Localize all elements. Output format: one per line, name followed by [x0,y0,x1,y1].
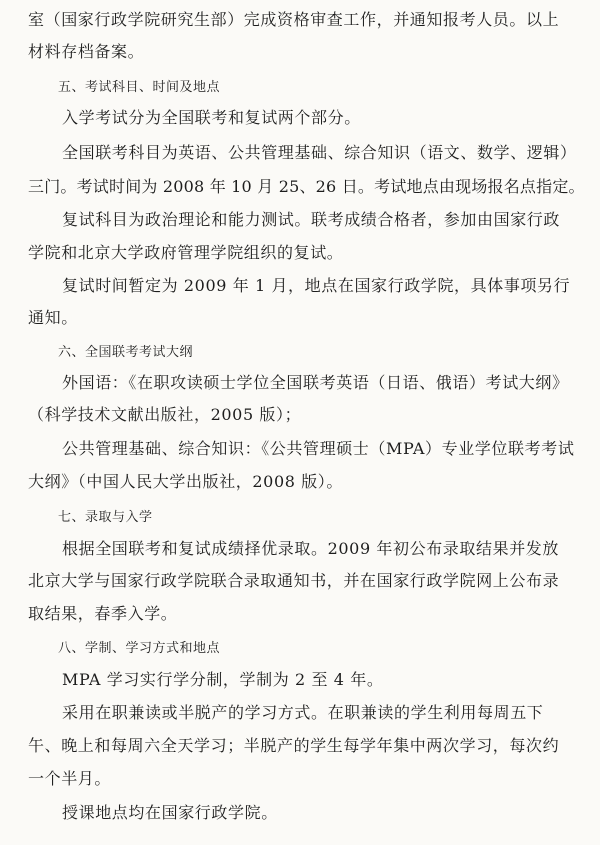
section-5-paragraph-3-line-2: 学院和北京大学政府管理学院组织的复试。 [28,243,344,262]
section-7-paragraph-1-line-3: 取结果，春季入学。 [28,604,178,623]
intro-line-2: 材料存档备案。 [28,42,145,61]
section-5-paragraph-2-line-1: 全国联考科目为英语、公共管理基础、综合知识（语文、数学、逻辑） [62,143,577,162]
section-7-heading: 七、录取与入学 [58,510,153,525]
section-7-paragraph-1-line-2: 北京大学与国家行政学院联合录取通知书，并在国家行政学院网上公布录 [28,571,560,590]
section-6-paragraph-2-line-1: 公共管理基础、综合知识：《公共管理硕士（MPA）专业学位联考考试 [62,439,575,458]
section-8-heading: 八、学制、学习方式和地点 [58,641,221,656]
section-8-paragraph-2-line-2: 午、晚上和每周六全天学习；半脱产的学生每学年集中两次学习，每次约 [28,736,560,755]
section-6-paragraph-1-line-1: 外国语：《在职攻读硕士学位全国联考英语（日语、俄语）考试大纲》 [62,373,569,392]
intro-line-1: 室（国家行政学院研究生部）完成资格审查工作，并通知报考人员。以上 [28,10,560,29]
section-8-paragraph-3: 授课地点均在国家行政学院。 [62,803,278,822]
section-6-paragraph-2-line-2: 大纲》（中国人民大学出版社，2008 版）。 [28,472,344,491]
section-6-paragraph-1-line-2: （科学技术文献出版社，2005 版）； [28,405,302,424]
section-8-paragraph-1: MPA 学习实行学分制，学制为 2 至 4 年。 [62,670,384,689]
section-5-paragraph-1: 入学考试分为全国联考和复试两个部分。 [62,108,361,127]
section-8-paragraph-2-line-3: 一个半月。 [28,769,112,788]
section-5-paragraph-4-line-1: 复试时间暂定为 2009 年 1 月，地点在国家行政学院，具体事项另行 [62,276,571,295]
section-5-paragraph-3-line-1: 复试科目为政治理论和能力测试。联考成绩合格者，参加由国家行政 [62,210,561,229]
section-5-paragraph-4-line-2: 通知。 [28,308,78,327]
section-5-heading: 五、考试科目、时间及地点 [58,80,221,95]
section-8-paragraph-2-line-1: 采用在职兼读或半脱产的学习方式。在职兼读的学生利用每周五下 [62,703,544,722]
section-6-heading: 六、全国联考考试大纲 [58,345,194,360]
section-7-paragraph-1-line-1: 根据全国联考和复试成绩择优录取。2009 年初公布录取结果并发放 [62,539,560,558]
section-5-paragraph-2-line-2: 三门。考试时间为 2008 年 10 月 25、26 日。考试地点由现场报名点指定。 [28,177,585,196]
